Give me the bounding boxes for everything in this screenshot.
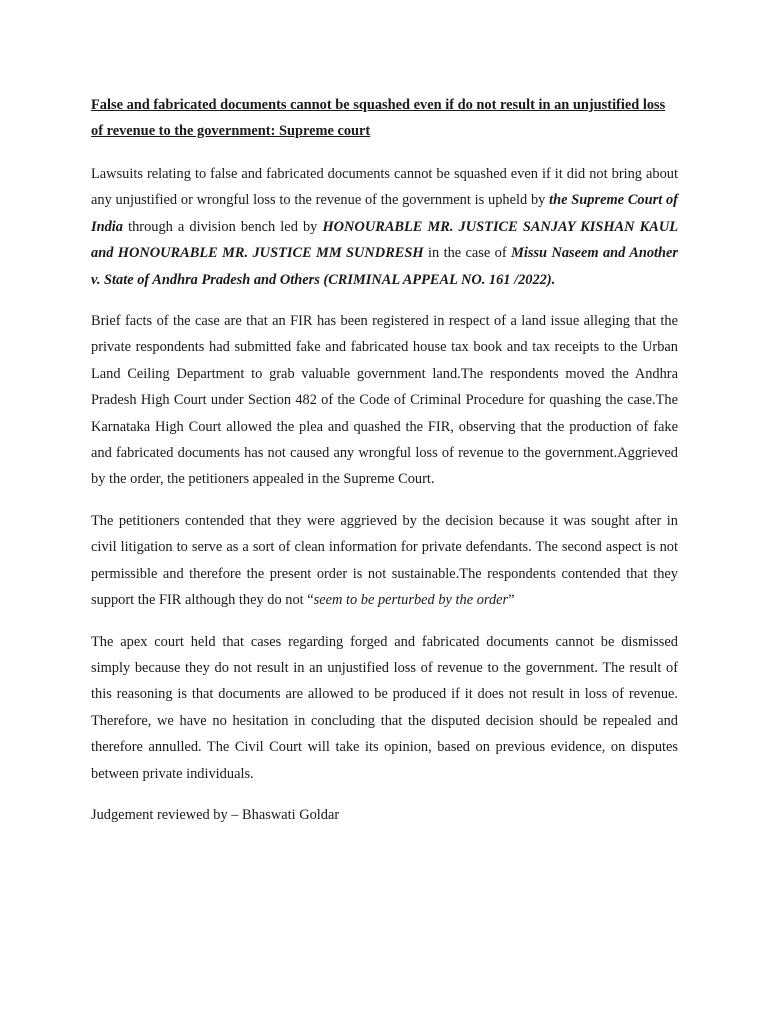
case-citation: Missu Naseem and Another v. State of Andhra Pradesh and Others (CRIMINAL APPEAL NO. 161 /2022). bbox=[91, 245, 679, 288]
article-title: False and fabricated documents cannot be squashed even if do not result in an unjustified loss of revenue to the government: Supreme court bbox=[91, 97, 666, 139]
paragraph-intro bbox=[91, 161, 678, 293]
court-name: the Supreme Court of India bbox=[91, 192, 678, 235]
quoted-phrase: seem to be perturbed by the order bbox=[313, 592, 509, 609]
intro-text-2: through a division bench led by bbox=[123, 218, 323, 235]
reviewer-line: Judgement reviewed by – Bhaswati Goldar bbox=[91, 806, 340, 823]
paragraph-contentions bbox=[91, 508, 678, 614]
contentions-text: The petitioners contended that they were aggrieved by the decision because it was sought after in civil litigation to serve as a sort of clean information for private defendants. The second aspect is not permissible and therefore the present order is not sustainable.The respondents contended that they support the FIR although they do not “ bbox=[91, 512, 678, 609]
closing-quote: ” bbox=[508, 592, 515, 609]
intro-text-3: in the case of bbox=[423, 245, 512, 262]
intro-text-1: Lawsuits relating to false and fabricated documents cannot be squashed even if it did not bring about any unjustified or wrongful loss to the revenue of the government is upheld by bbox=[91, 166, 678, 209]
paragraph-facts: Brief facts of the case are that an FIR has been registered in respect of a land issue alleging that the private respondents had submitted fake and fabricated house tax book and tax receipts to the Urban Land Ceiling Department to grab valuable government land.The respondents moved the Andhra Pradesh High Court under Section 482 of the Code of Criminal Procedure for quashing the case.The Karnataka High Court allowed the plea and quashed the FIR, observing that the production of fake and fabricated documents has not caused any wrongful loss of revenue to the government.Aggrieved by the order, the petitioners appealed in the Supreme Court. bbox=[91, 313, 678, 488]
bench-judges: HONOURABLE MR. JUSTICE SANJAY KISHAN KAUL and HONOURABLE MR. JUSTICE MM SUNDRESH bbox=[91, 218, 679, 262]
paragraph-holding: The apex court held that cases regarding forged and fabricated documents cannot be dismissed simply because they do not result in an unjustified loss of revenue to the government. The result of this reasoning is that documents are allowed to be produced if it does not result in loss of revenue. Therefore, we have no hesitation in concluding that the disputed decision should be repealed and therefore annulled. The Civil Court will take its opinion, based on previous evidence, on disputes between private individuals. bbox=[91, 633, 678, 782]
